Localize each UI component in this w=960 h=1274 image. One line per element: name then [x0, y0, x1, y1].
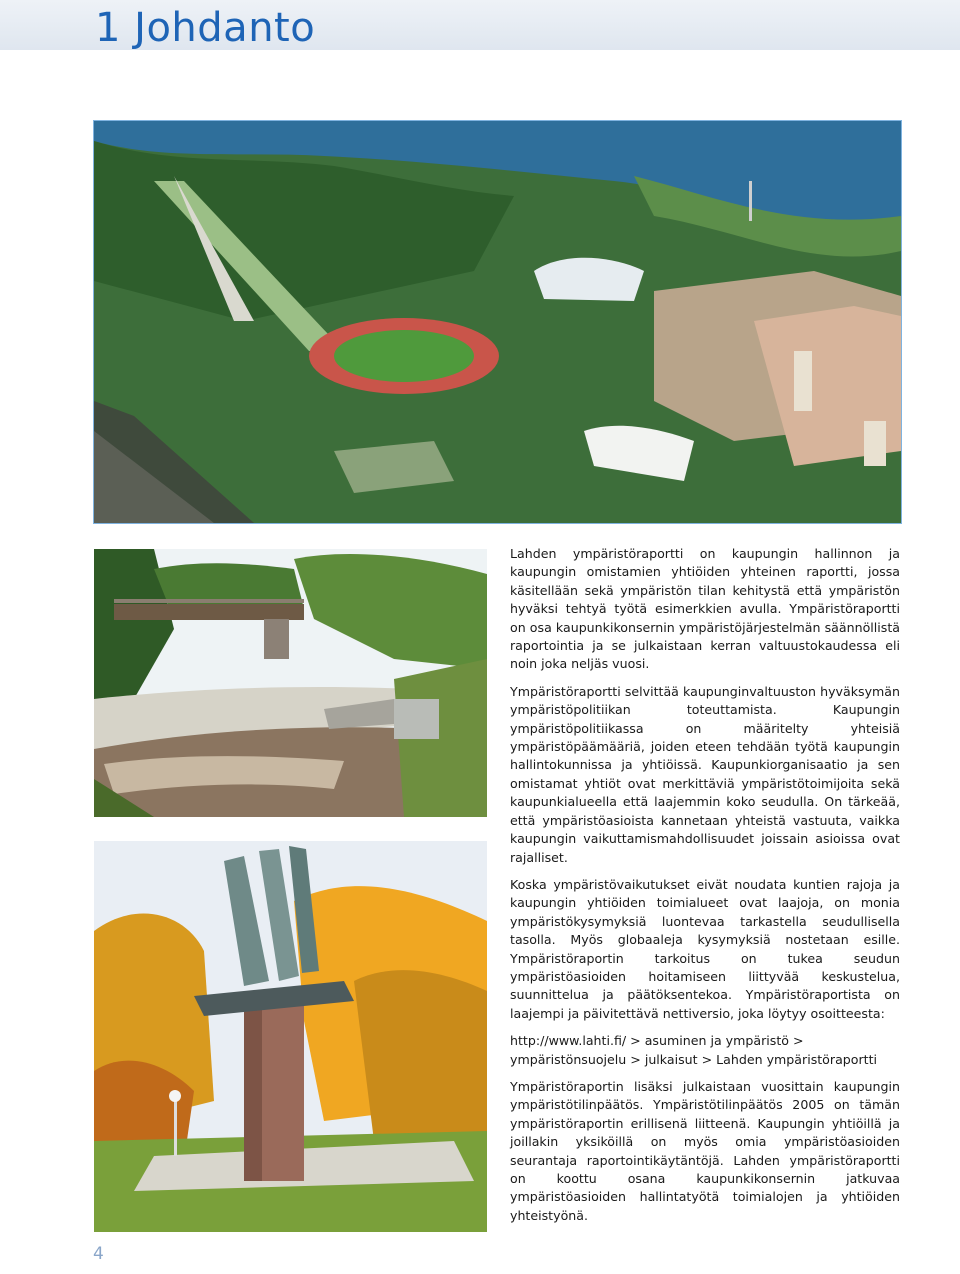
paragraph-regional: Koska ympäristövaikutukset eivät noudata kuntien rajoja ja kaupungin yhtiöiden toimialueet ovat laajoja, on monia ympäristökysymyksiä luontevaa tarkastella seudullisella tasolla. Myös globaaleja kysymyksiä nostetaan esille. Ympäristöraportin tarkoitus on tukea seudun ympäristöasioiden hoitamiseen liittyvää keskustelua, suunnittelua ja päätöksentekoa. Ympäristöraportista on laajempi ja päivitettävä nettiversio, joka löytyy osoitteesta:: [510, 876, 900, 1021]
river-dam-photo: [94, 549, 487, 817]
aerial-stadium-photo: [94, 121, 901, 523]
page-number: 4: [93, 1244, 104, 1264]
paragraph-annual-report: Ympäristöraportin lisäksi julkaistaan vuosittain kaupungin ympäristötilinpäätös. Ympäristötilinpäätös 2005 on tämän ympäristöraportin erillisenä liitteenä. Kaupungin yhtiöillä ja joillakin yksiköillä on myös omia ympäristöasioiden seurantaja raportointikäytäntöjä. Lahden ympäristöraportti on koottu osana kaupunkikonsernin jatkuvaa ympäristöasioiden hallintatyötä toimialojen ja yhtiöiden yhteistyönä.: [510, 1078, 900, 1223]
page-title: 1 Johdanto: [95, 5, 316, 51]
paragraph-intro: Lahden ympäristöraportti on kaupungin hallinnon ja kaupungin omistamien yhtiöiden yhteinen raportti, jossa käsitellään sekä ympäristön tilan kehitystä että ympäristön hyväksi tehtyä työtä esimerkkien avulla. Ympäristöraportti on osa kaupunkikonsernin ympäristöjärjestelmän säännöllistä raportointia ja se julkaistaan kerran valtuustokaudessa eli noin joka neljäs vuosi.: [510, 546, 900, 672]
body-text-column: [510, 545, 900, 1234]
web-address: http://www.lahti.fi/ > asuminen ja ympäristö > ympäristönsuojelu > julkaisut > Lahden ympäristöraportti: [510, 1033, 878, 1067]
ski-jumpers-sculpture-photo: [94, 841, 487, 1232]
paragraph-policy: Ympäristöraportti selvittää kaupunginvaltuuston hyväksymän ympäristöpolitiikan toteuttamista. Kaupungin ympäristöpolitiikassa on määritelty yhteisiä ympäristöpäämääriä, joiden eteen tehdään työtä kaupungin hallintokunnissa ja yhtiöissä. Kaupunkiorganisaatio ja sen omistamat yhtiöt ovat merkittäviä ympäristötoimijoita sekä kaupunkialueella että laajemmin koko seudulla. On tärkeää, että ympäristöasioista kannetaan yhteistä vastuuta, vaikka kaupungin vaikuttamismahdollisuudet joissain asioissa ovat rajalliset.: [510, 683, 900, 865]
